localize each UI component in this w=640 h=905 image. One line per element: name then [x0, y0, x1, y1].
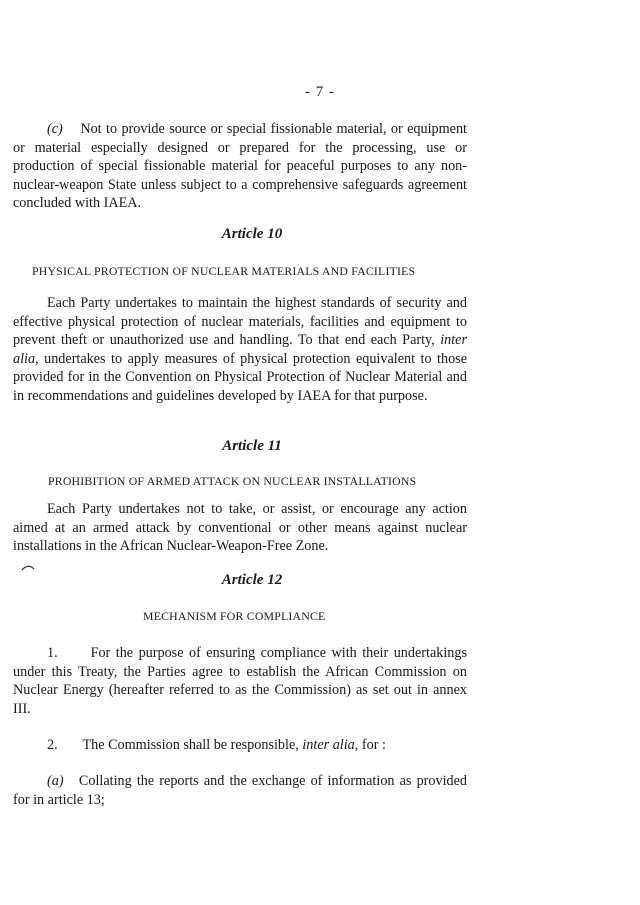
- article-12-paragraph-1: [13, 644, 467, 718]
- article-12-title: Article 12: [221, 572, 283, 588]
- article-12-paragraph-a: [13, 772, 467, 809]
- paragraph-c-label: (c): [47, 121, 63, 137]
- paragraph-c: [13, 120, 467, 213]
- article-12-p2-text-em: inter alia: [302, 737, 355, 753]
- paragraph-c-text: Not to provide source or special fissionable material, or equipment or material especially designed or prepared for the processing, use or production of special fissionable material for peaceful purposes to any non-nuclear-weapon State unless subject to a comprehensive safeguards agreement concluded with IAEA.: [13, 121, 468, 212]
- article-12-paragraph-2: [13, 736, 467, 755]
- page-number: - 7 -: [305, 84, 335, 100]
- article-12-p2-text-1: The Commission shall be responsible,: [82, 737, 303, 753]
- article-10-text-2: , undertakes to apply measures of physical protection equivalent to those provided for in the Convention on Physical Protection of Nuclear Material and in recommendations and guidelines developed by IAEA for that purpose.: [13, 350, 467, 404]
- article-12-pa-text: Collating the reports and the exchange of information as provided for in article 13;: [13, 773, 468, 808]
- article-10-heading: PHYSICAL PROTECTION OF NUCLEAR MATERIALS AND FACILITIES: [32, 264, 416, 278]
- article-11-title: Article 11: [222, 438, 282, 454]
- article-12-p2-number: 2.: [47, 737, 58, 753]
- scan-mark: [20, 562, 40, 572]
- article-10-body: [13, 294, 467, 406]
- article-12-p1-number: 1.: [47, 645, 58, 661]
- article-10-title: Article 10: [221, 226, 283, 242]
- article-12-heading: MECHANISM FOR COMPLIANCE: [143, 609, 326, 623]
- article-11-heading: PROHIBITION OF ARMED ATTACK ON NUCLEAR INSTALLATIONS: [48, 474, 417, 488]
- article-12-p1-text: For the purpose of ensuring compliance with their undertakings under this Treaty, the Parties agree to establish the African Commission on Nuclear Energy (hereafter referred to as the Commission) as set out in annex III.: [13, 645, 467, 717]
- article-11-body: Each Party undertakes not to take, or assist, or encourage any action aimed at an armed attack by conventional or other means against nuclear installations in the African Nuclear-Weapon-Free Zone.: [13, 501, 467, 555]
- article-10-text-1: Each Party undertakes to maintain the highest standards of security and effective physical protection of nuclear materials, facilities and equipment to prevent theft or unauthorized use and handling. To that end each Party,: [13, 295, 467, 349]
- article-12-p2-text-2: , for :: [354, 737, 386, 753]
- article-12-pa-label: (a): [47, 773, 64, 789]
- article-10-text-em: inter alia: [13, 332, 467, 367]
